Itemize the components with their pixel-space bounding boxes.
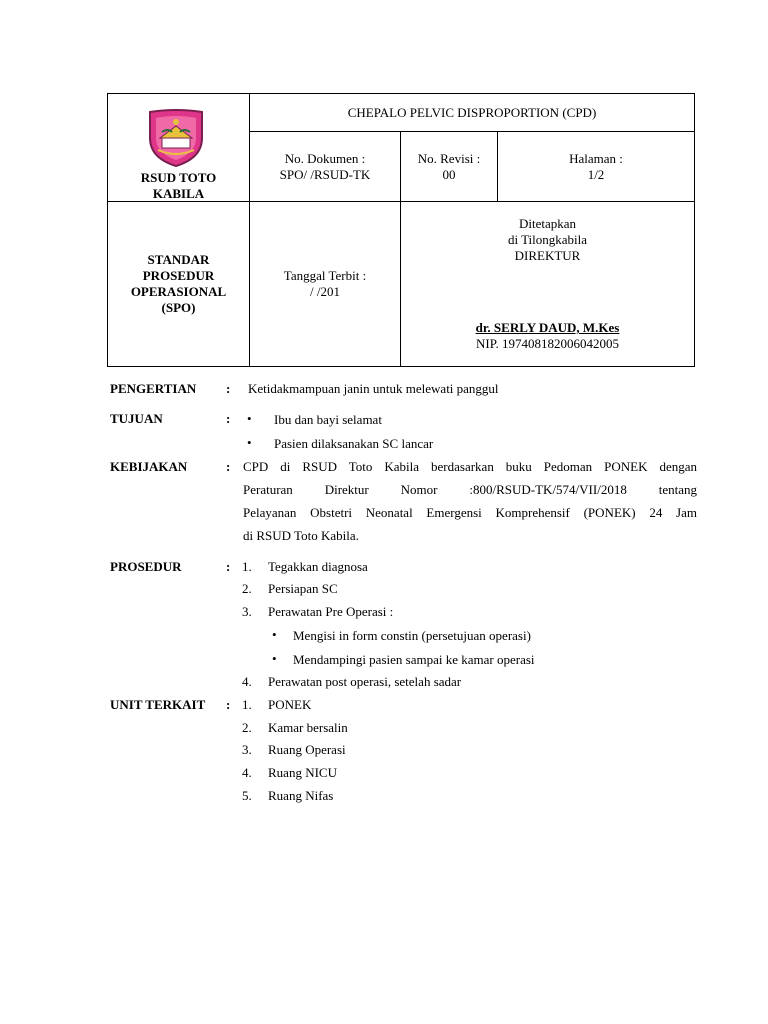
sub-item: Mengisi in form constin (persetujuan operasi) [293,628,531,643]
tujuan-label: TUJUAN [110,411,163,426]
spo-title-line2: PROSEDUR [142,268,215,283]
unit-text: Ruang Nifas [268,788,334,803]
unit-number: 4. [242,765,252,780]
issue-date-value: / /201 [310,284,340,299]
document-number-cell [250,132,401,202]
tujuan-item: Pasien dilaksanakan SC lancar [274,436,434,451]
unit-terkait-label: UNIT TERKAIT [110,697,206,712]
hospital-logo [142,108,210,164]
step-text: Perawatan post operasi, setelah sadar [268,674,462,689]
step-number: 2. [242,581,252,596]
tujuan-item: Ibu dan bayi selamat [274,412,382,427]
pengertian-label: PENGERTIAN [110,381,197,396]
unit-number: 2. [242,720,252,735]
prosedur-label: PROSEDUR [110,559,182,574]
kebijakan-line: CPD di RSUD Toto Kabila berdasarkan buku Pedoman PONEK dengan [243,459,697,474]
stipulation-cell [401,202,695,367]
spo-header-table [107,93,695,367]
bullet-icon: • [247,411,252,426]
pengertian-colon: : [226,381,231,396]
revision-cell [401,132,498,202]
hospital-name [108,170,249,202]
page-value: 1/2 [587,166,605,182]
document-number-value: SPO/ /RSUD-TK [279,166,371,182]
spo-title-line3: OPERASIONAL [130,284,227,299]
revision-value: 00 [442,166,456,182]
signer-name: dr. SERLY DAUD, M.Kes [475,320,620,335]
spo-title-line1: STANDAR [147,252,210,267]
bullet-icon: • [272,651,277,666]
hospital-name-line1: RSUD TOTO [140,170,217,185]
unit-text: PONEK [268,697,312,712]
issue-date-cell [250,202,401,367]
step-number: 3. [242,604,252,619]
spo-title-cell [108,202,250,367]
spo-title-line4: (SPO) [161,300,196,315]
stipulated-place: di Tilongkabila [507,232,588,247]
tujuan-colon: : [226,411,231,426]
stipulated-label: Ditetapkan [518,216,577,231]
issue-date-label: Tanggal Terbit : [283,268,367,283]
kebijakan-line: Peraturan Direktur Nomor :800/RSUD-TK/574/VII/2018 tentang [243,482,697,497]
unit-number: 5. [242,788,252,803]
kebijakan-line: di RSUD Toto Kabila. [243,528,359,543]
step-text: Persiapan SC [268,581,338,596]
unit-text: Kamar bersalin [268,720,348,735]
step-number: 1. [242,559,252,574]
unit-number: 1. [242,697,252,712]
step-text: Tegakkan diagnosa [268,559,368,574]
kebijakan-line: Pelayanan Obstetri Neonatal Emergensi Komprehensif (PONEK) 24 Jam [243,505,697,520]
kebijakan-colon: : [226,459,231,474]
hospital-name-line2: KABILA [152,186,205,201]
bullet-icon: • [247,435,252,450]
pengertian-text: Ketidakmampuan janin untuk melewati panggul [248,381,499,396]
kebijakan-label: KEBIJAKAN [110,459,188,474]
bullet-icon: • [272,627,277,642]
step-number: 4. [242,674,252,689]
page-cell [498,132,695,202]
page-label: Halaman : [569,150,623,166]
director-label: DIREKTUR [514,248,581,263]
unit-text: Ruang Operasi [268,742,346,757]
hospital-logo-cell [108,94,250,202]
revision-label: No. Revisi : [417,150,481,166]
document-title: CHEPALO PELVIC DISPROPORTION (CPD) [250,94,695,132]
sub-item: Mendampingi pasien sampai ke kamar operasi [293,652,535,667]
signer-nip: NIP. 197408182006042005 [475,336,619,351]
document-number-label: No. Dokumen : [284,150,366,166]
prosedur-colon: : [226,559,231,574]
unit-text: Ruang NICU [268,765,337,780]
step-text: Perawatan Pre Operasi : [268,604,394,619]
unit-terkait-colon: : [226,697,231,712]
unit-number: 3. [242,742,252,757]
